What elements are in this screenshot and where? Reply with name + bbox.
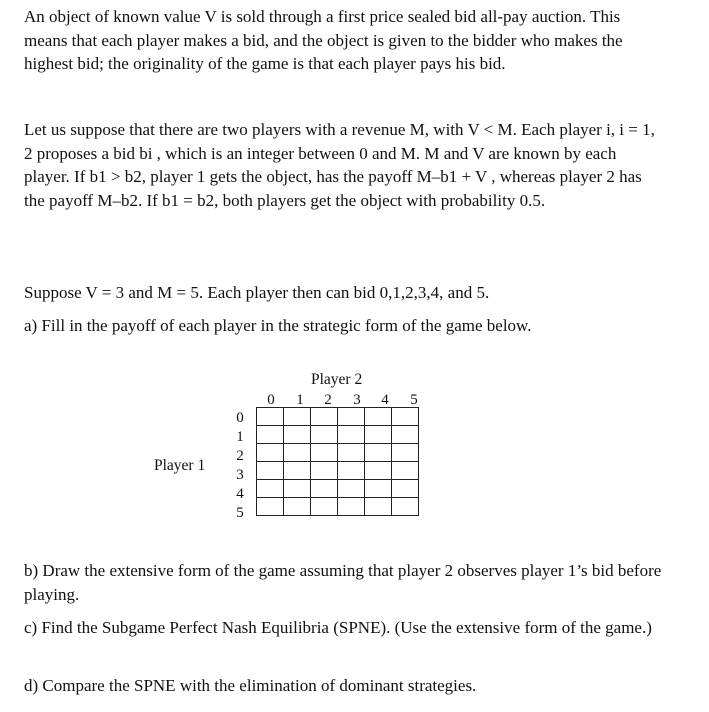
grid-row (257, 480, 419, 498)
player-2-label: Player 2 (311, 371, 363, 388)
col-label: 0 (267, 392, 275, 408)
payoff-cell[interactable] (257, 498, 284, 516)
payoff-cell[interactable] (311, 480, 338, 498)
payoff-cell[interactable] (257, 408, 284, 426)
payoff-cell[interactable] (392, 480, 419, 498)
payoff-cell[interactable] (311, 498, 338, 516)
payoff-cell[interactable] (284, 462, 311, 480)
grid-row (257, 498, 419, 516)
payoff-cell[interactable] (338, 408, 365, 426)
payoff-cell[interactable] (365, 408, 392, 426)
payoff-cell[interactable] (284, 408, 311, 426)
row-label: 2 (236, 448, 244, 464)
row-label: 1 (236, 429, 244, 445)
grid-row (257, 408, 419, 426)
payoff-cell[interactable] (311, 408, 338, 426)
payoff-cell[interactable] (257, 444, 284, 462)
payoff-cell[interactable] (392, 426, 419, 444)
question-c: c) Find the Subgame Perfect Nash Equilibria (SPNE). (Use the extensive form of the game.) (24, 618, 652, 637)
payoff-cell[interactable] (338, 444, 365, 462)
values-paragraph: Suppose V = 3 and M = 5. Each player then can bid 0,1,2,3,4, and 5. (24, 283, 490, 302)
payoff-cell[interactable] (311, 462, 338, 480)
col-label: 4 (381, 392, 389, 408)
intro-paragraph: An object of known value V is sold through a first price sealed bid all-pay auction. This means that each player makes a bid, and the object is given to the bidder who makes the highest bid; the originality of the game is that each player pays his bid. (24, 7, 623, 73)
row-label: 0 (236, 410, 244, 426)
question-d: d) Compare the SPNE with the elimination of dominant strategies. (24, 676, 477, 695)
payoff-cell[interactable] (257, 480, 284, 498)
payoff-cell[interactable] (284, 444, 311, 462)
row-label: 4 (236, 486, 244, 502)
payoff-cell[interactable] (311, 426, 338, 444)
row-label: 3 (236, 467, 244, 483)
payoff-cell[interactable] (257, 426, 284, 444)
question-b: b) Draw the extensive form of the game assuming that player 2 observes player 1’s bid before playing. (24, 561, 662, 604)
payoff-cell[interactable] (338, 498, 365, 516)
payoff-cell[interactable] (365, 462, 392, 480)
setup-paragraph: Let us suppose that there are two players with a revenue M, with V < M. Each player i, i = 1, 2 proposes a bid bi , which is an integer between 0 and M. M and V are known by each player. If b1 > b2, player 1 gets the object, has the payoff M–b1 + V , whereas player 2 has the payoff M–b2. If b1 = b2, both players get the object with probability 0.5. (24, 120, 655, 210)
payoff-cell[interactable] (284, 480, 311, 498)
payoff-cell[interactable] (338, 426, 365, 444)
payoff-cell[interactable] (392, 408, 419, 426)
payoff-cell[interactable] (365, 480, 392, 498)
payoff-cell[interactable] (338, 462, 365, 480)
grid-row (257, 444, 419, 462)
payoff-cell[interactable] (365, 498, 392, 516)
col-label: 5 (410, 392, 418, 408)
payoff-cell[interactable] (392, 498, 419, 516)
col-label: 3 (353, 392, 361, 408)
payoff-cell[interactable] (365, 444, 392, 462)
col-label: 2 (324, 392, 332, 408)
payoff-cell[interactable] (257, 462, 284, 480)
row-label: 5 (236, 505, 244, 521)
grid-row (257, 426, 419, 444)
question-a: a) Fill in the payoff of each player in the strategic form of the game below. (24, 316, 532, 335)
payoff-cell[interactable] (392, 462, 419, 480)
payoff-cell[interactable] (284, 426, 311, 444)
payoff-grid (256, 407, 419, 516)
payoff-cell[interactable] (338, 480, 365, 498)
payoff-cell[interactable] (365, 426, 392, 444)
payoff-cell[interactable] (392, 444, 419, 462)
col-label: 1 (296, 392, 304, 408)
payoff-cell[interactable] (284, 498, 311, 516)
grid-row (257, 462, 419, 480)
payoff-cell[interactable] (311, 444, 338, 462)
player-1-label: Player 1 (154, 457, 206, 474)
